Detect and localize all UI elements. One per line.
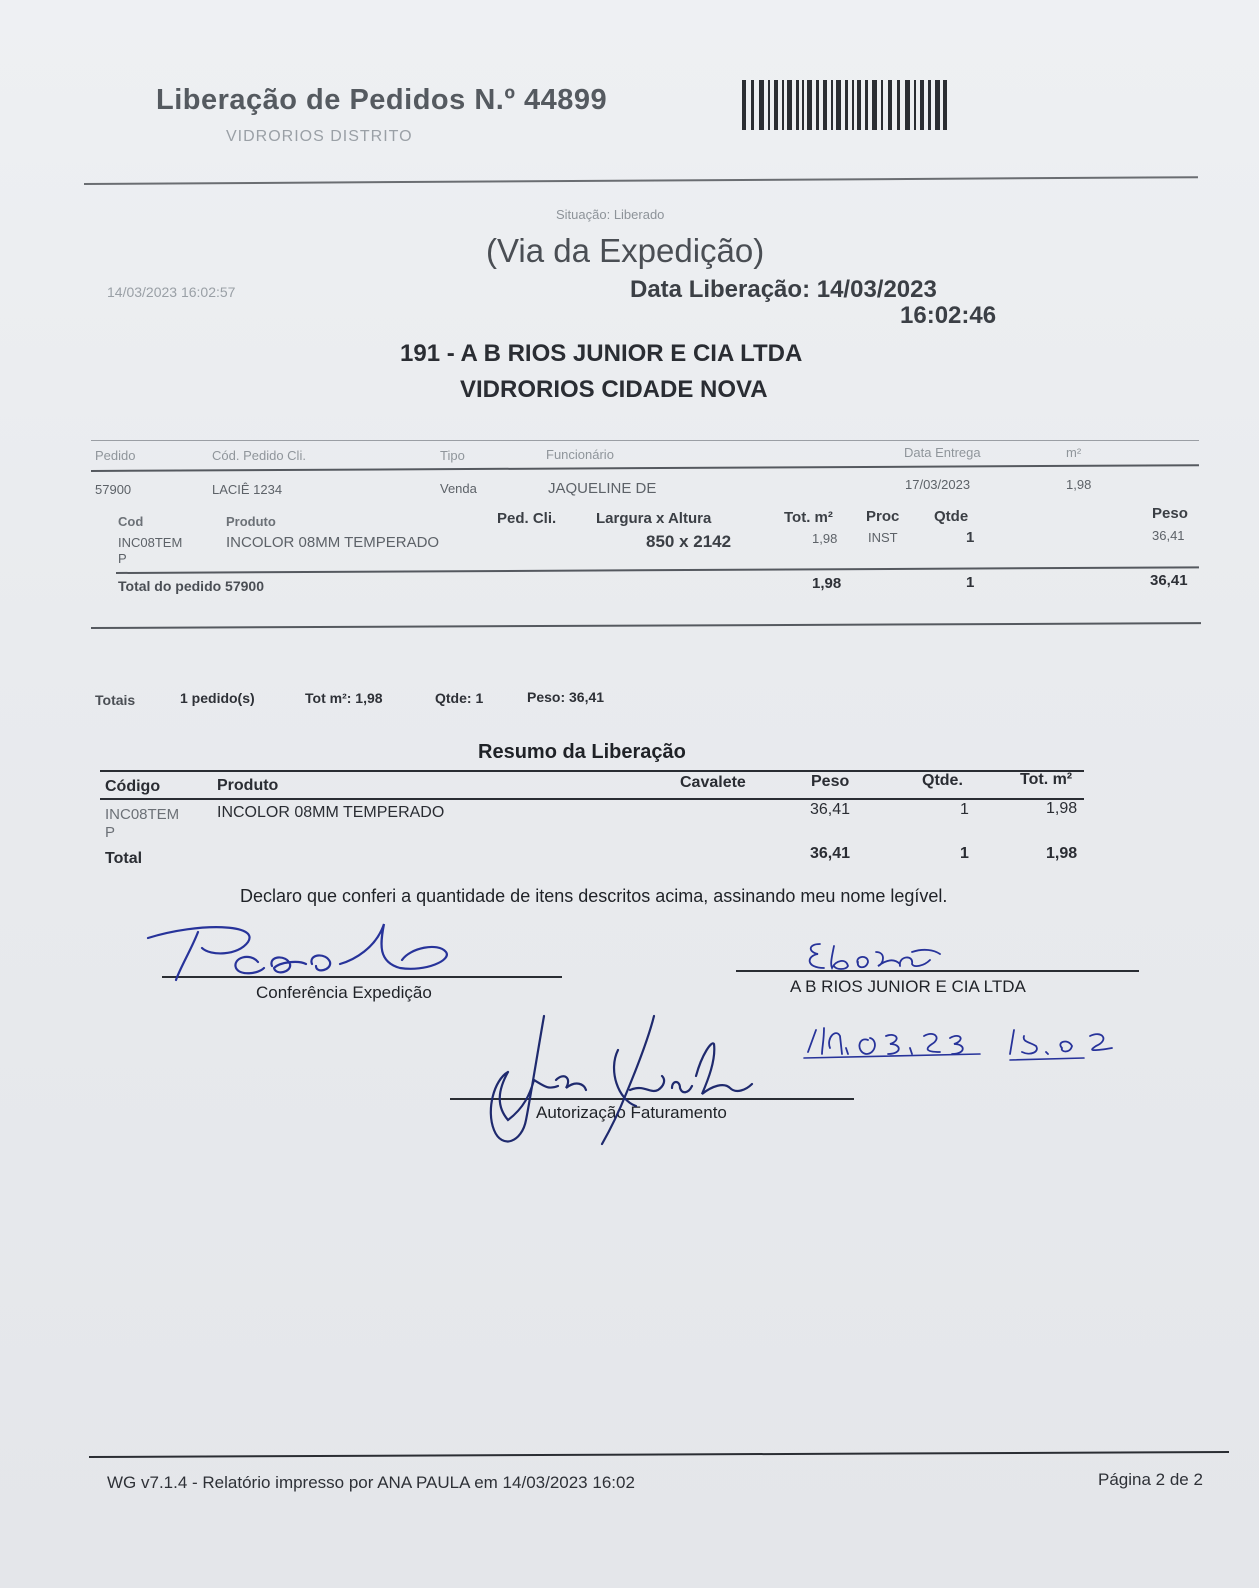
summary-peso: 36,41 — [810, 801, 851, 818]
col-cod-pedido-cli-header: Cód. Pedido Cli. — [212, 448, 306, 463]
item-qtde-header: Qtde — [934, 508, 969, 525]
release-time: 16:02:46 — [900, 302, 997, 329]
summary-codigo-line1: INC08TEM — [105, 806, 180, 823]
totals-label: Totais — [95, 692, 136, 708]
item-cod-line1: INC08TEM — [118, 535, 183, 550]
totals-m2: Tot m²: 1,98 — [305, 690, 383, 706]
item-tot-m2: 1,98 — [812, 531, 838, 546]
summary-codigo-line2: P — [105, 824, 116, 841]
item-qtde: 1 — [966, 529, 975, 546]
order-table-top-rule — [91, 440, 1199, 441]
item-total-rule — [116, 566, 1199, 574]
item-proc-header: Proc — [866, 508, 900, 525]
summary-qtde-header: Qtde. — [922, 772, 963, 789]
data-entrega-value: 17/03/2023 — [905, 477, 971, 492]
item-cod-line2: P — [118, 551, 127, 566]
conferencia-label: Conferência Expedição — [256, 983, 432, 1002]
store-subtitle: VIDRORIOS DISTRITO — [226, 128, 413, 145]
summary-qtde: 1 — [960, 801, 969, 818]
col-tipo-header: Tipo — [440, 448, 465, 463]
company-signature-label: A B RIOS JUNIOR E CIA LTDA — [790, 977, 1026, 996]
totals-pedidos: 1 pedido(s) — [180, 690, 255, 706]
summary-cavalete-header: Cavalete — [680, 774, 746, 791]
m2-value: 1,98 — [1066, 477, 1092, 492]
item-peso: 36,41 — [1152, 528, 1185, 543]
header-divider — [84, 176, 1198, 185]
printed-timestamp: 14/03/2023 16:02:57 — [107, 284, 236, 300]
company-branch: VIDRORIOS CIDADE NOVA — [460, 376, 768, 403]
summary-codigo-header: Código — [105, 778, 161, 795]
order-header-rule — [91, 464, 1199, 472]
summary-total-m2: 1,98 — [1046, 845, 1078, 862]
item-ped-cli-header: Ped. Cli. — [497, 510, 557, 527]
item-largura-altura: 850 x 2142 — [646, 532, 732, 551]
status-label: Situação: Liberado — [556, 207, 665, 222]
summary-produto: INCOLOR 08MM TEMPERADO — [217, 804, 445, 821]
item-largura-altura-header: Largura x Altura — [596, 510, 712, 527]
company-name: 191 - A B RIOS JUNIOR E CIA LTDA — [400, 340, 803, 367]
col-data-entrega-header: Data Entrega — [904, 445, 981, 460]
item-produto-header: Produto — [226, 514, 276, 529]
summary-produto-header: Produto — [217, 777, 279, 794]
footer-rule — [89, 1451, 1229, 1458]
barcode — [742, 78, 948, 132]
summary-total-label: Total — [105, 850, 143, 867]
summary-tot-m2-header: Tot. m² — [1020, 771, 1073, 788]
autorizacao-label: Autorização Faturamento — [536, 1103, 727, 1122]
handwritten-date-time — [800, 1018, 1140, 1064]
declaration-text: Declaro que conferi a quantidade de itens descritos acima, assinando meu nome legível. — [240, 886, 948, 906]
tipo-value: Venda — [440, 481, 477, 496]
footer-page-number: Página 2 de 2 — [1098, 1470, 1203, 1489]
pedido-value: 57900 — [95, 482, 132, 497]
item-proc: INST — [868, 530, 898, 545]
cod-pedido-cli-value: LACIÊ 1234 — [212, 482, 283, 497]
summary-total-peso: 36,41 — [810, 845, 851, 862]
footer-report-info: WG v7.1.4 - Relatório impresso por ANA PAULA em 14/03/2023 16:02 — [107, 1473, 635, 1492]
handwritten-signature-autorizacao — [468, 1010, 758, 1150]
summary-header-rule — [100, 798, 1084, 800]
order-total-qtde: 1 — [966, 574, 975, 591]
item-tot-m2-header: Tot. m² — [784, 509, 833, 526]
handwritten-signature-conferencia — [140, 912, 470, 988]
summary-peso-header: Peso — [811, 773, 850, 790]
col-pedido-header: Pedido — [95, 448, 136, 463]
copy-label: (Via da Expedição) — [486, 232, 765, 269]
order-total-peso: 36,41 — [1150, 572, 1188, 589]
funcionario-value: JAQUELINE DE — [548, 480, 657, 497]
release-date: Data Liberação: 14/03/2023 — [630, 276, 937, 303]
summary-total-qtde: 1 — [960, 845, 969, 862]
order-total-label: Total do pedido 57900 — [118, 578, 264, 594]
totals-qtde: Qtde: 1 — [435, 690, 484, 706]
summary-tot-m2: 1,98 — [1046, 800, 1078, 817]
order-table-bottom-rule — [91, 622, 1201, 629]
col-m2-header: m² — [1066, 445, 1082, 460]
col-funcionario-header: Funcionário — [546, 447, 614, 462]
item-peso-header: Peso — [1152, 505, 1188, 522]
item-cod-header: Cod — [118, 514, 144, 529]
order-total-m2: 1,98 — [812, 575, 842, 592]
document-title: Liberação de Pedidos N.º 44899 — [156, 84, 608, 116]
handwritten-signature-receiver — [800, 938, 950, 974]
totals-peso: Peso: 36,41 — [527, 689, 605, 705]
summary-title: Resumo da Liberação — [478, 741, 686, 763]
item-produto: INCOLOR 08MM TEMPERADO — [226, 534, 440, 551]
